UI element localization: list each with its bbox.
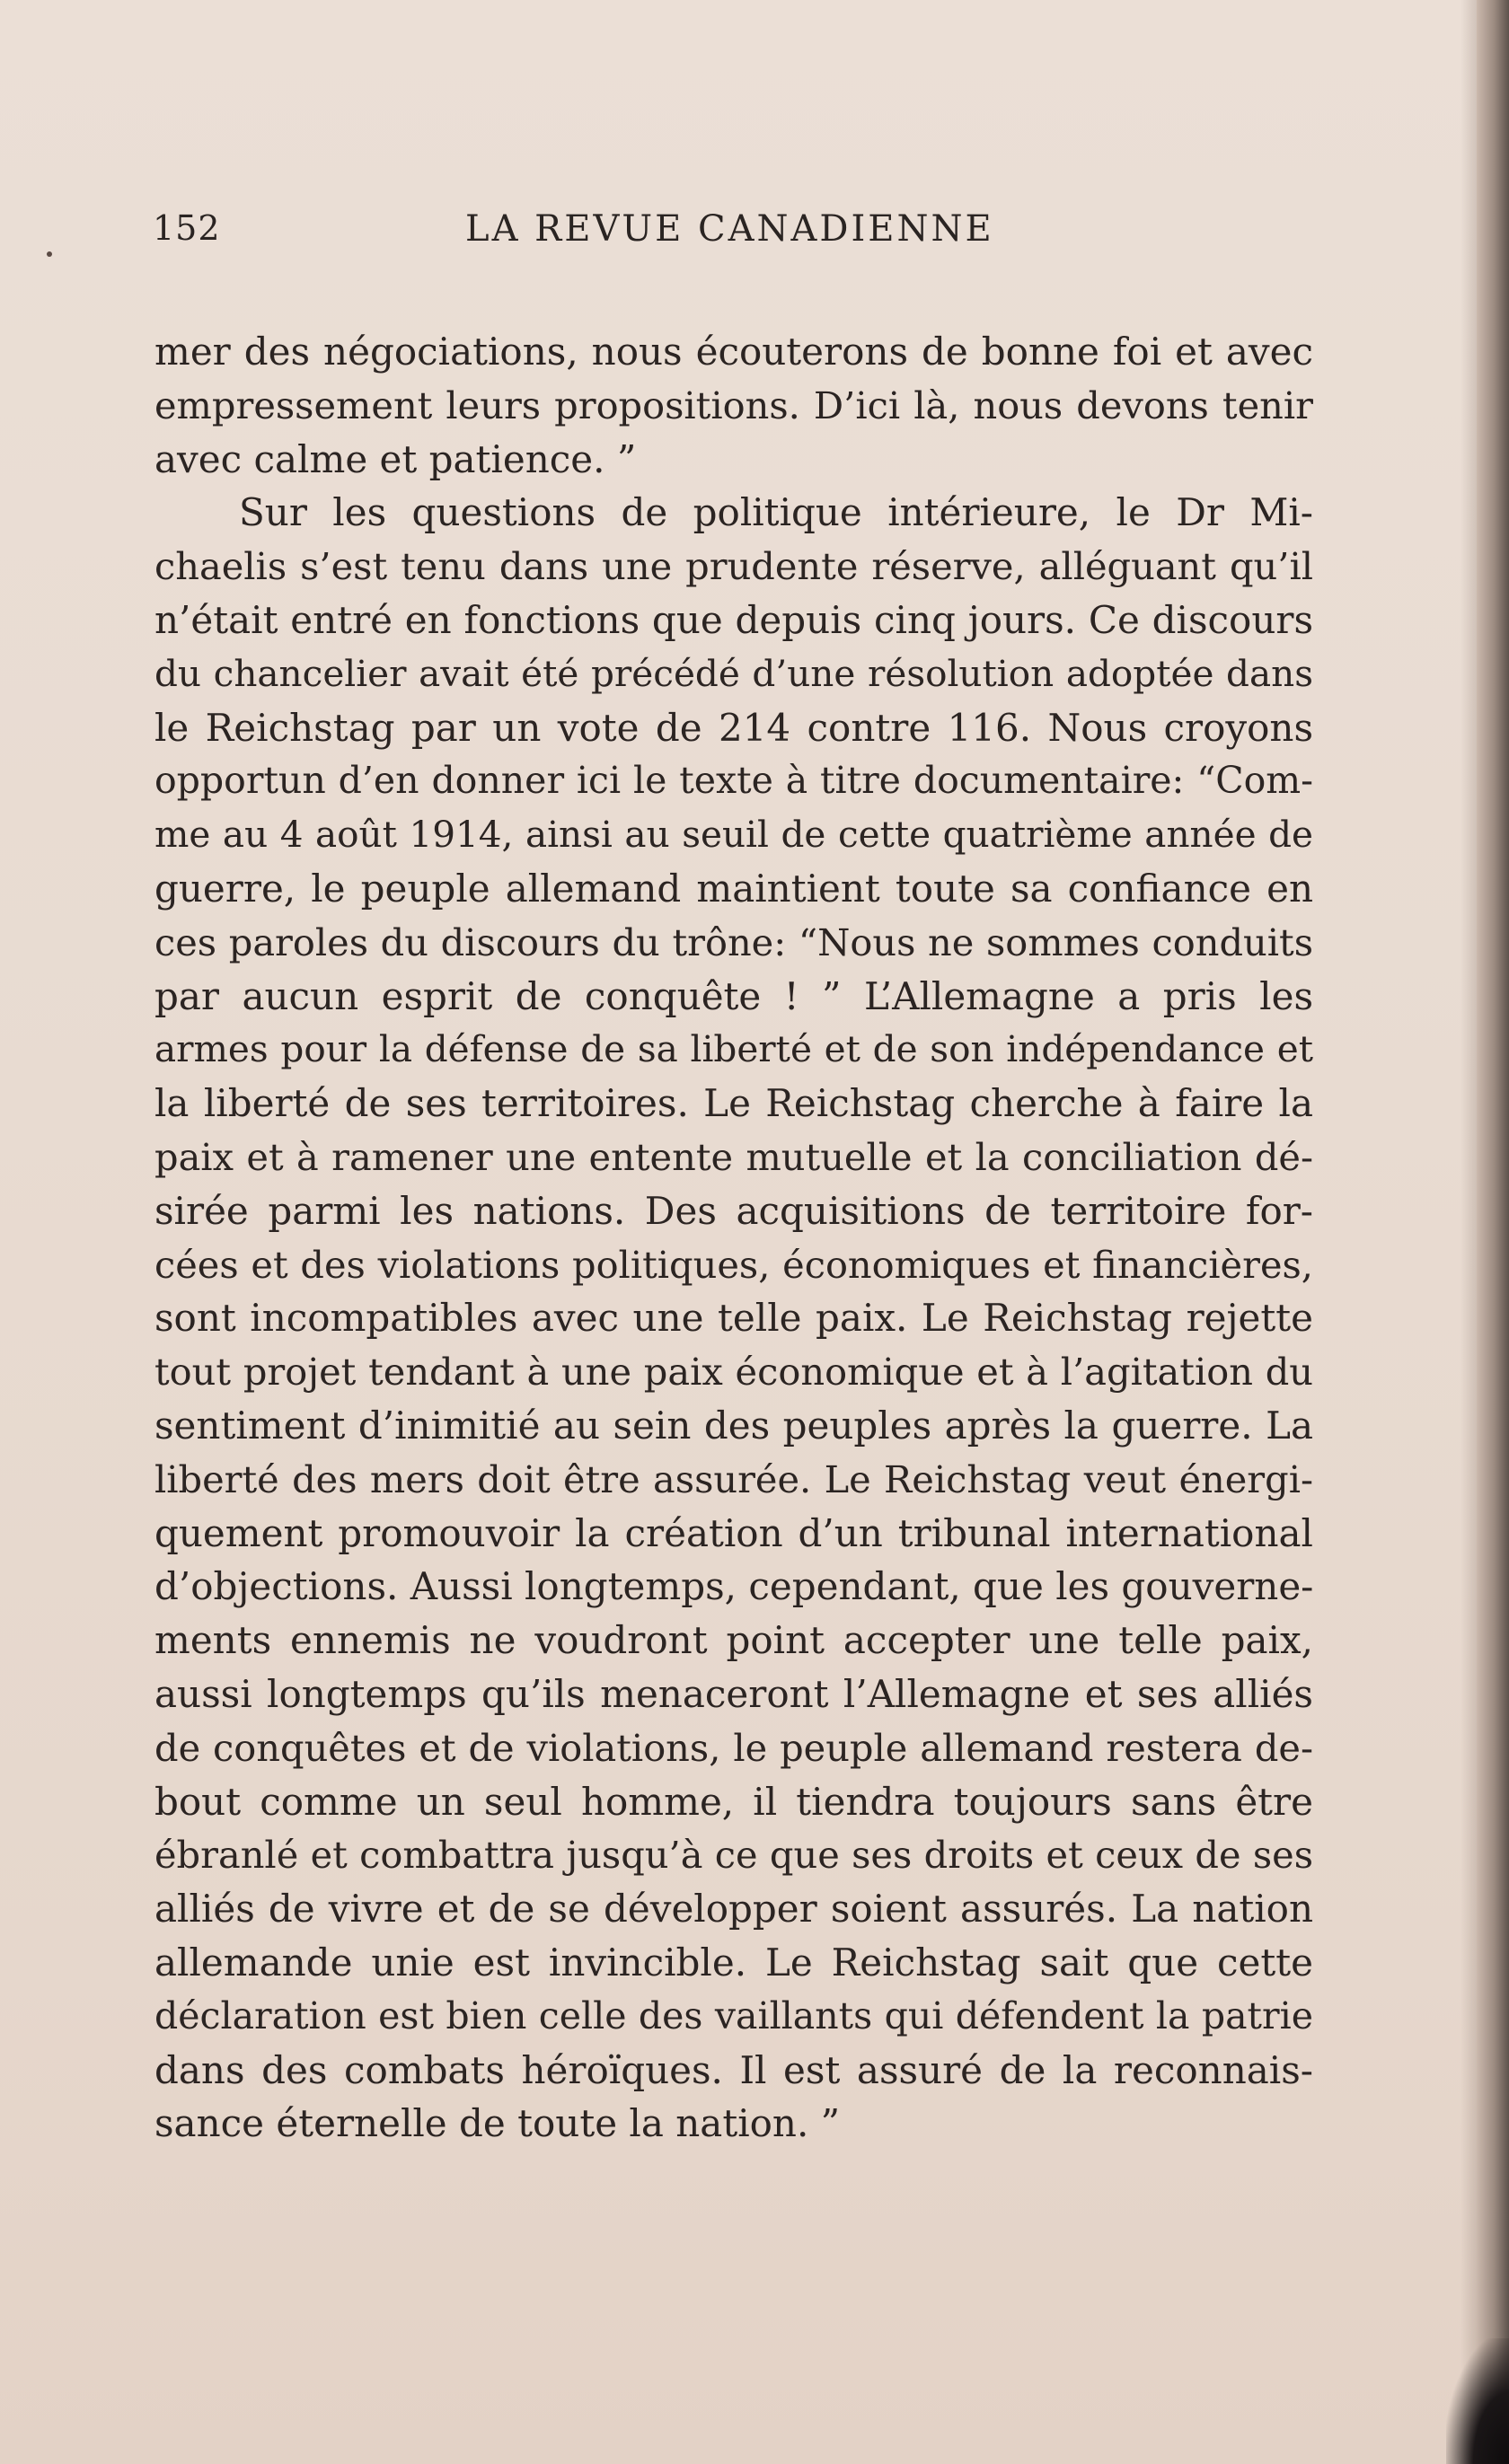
journal-title: LA REVUE CANADIENNE	[465, 208, 994, 250]
text-line: aussi longtemps qu’ils menaceront l’Allemagne et ses alliés	[154, 1671, 1313, 1716]
text-line: la liberté de ses territoires. Le Reichstag cherche à faire la	[154, 1081, 1313, 1126]
text-line: sentiment d’inimitié au sein des peuples après la guerre. La	[154, 1403, 1313, 1448]
page-edge	[1477, 0, 1509, 2464]
text-line: ébranlé et combattra jusqu’à ce que ses droits et ceux de ses	[154, 1833, 1313, 1878]
text-line: me au 4 août 1914, ainsi au seuil de cette quatrième année de	[154, 813, 1313, 857]
body-text	[154, 325, 1313, 2151]
text-line: ces paroles du discours du trône: “Nous ne sommes conduits	[154, 920, 1313, 964]
text-line: de conquêtes et de violations, le peuple allemand restera de-	[154, 1725, 1313, 1770]
text-line: bout comme un seul homme, il tiendra toujours sans être	[154, 1779, 1313, 1824]
text-line: quement promouvoir la création d’un tribunal international	[154, 1510, 1313, 1555]
text-line: chaelis s’est tenu dans une prudente réserve, alléguant qu’il	[154, 544, 1313, 589]
page-number: 152	[153, 208, 221, 248]
text-line: paix et à ramener une entente mutuelle et la conciliation dé-	[154, 1134, 1313, 1179]
text-line: déclaration est bien celle des vaillants qui défendent la patrie	[154, 1993, 1313, 2037]
text-line: n’était entré en fonctions que depuis cinq jours. Ce discours	[154, 597, 1313, 642]
text-line: guerre, le peuple allemand maintient toute sa confiance en	[154, 866, 1313, 911]
text-line: liberté des mers doit être assurée. Le Reichstag veut énergi-	[154, 1456, 1313, 1501]
text-line: avec calme et patience. ”	[154, 436, 637, 481]
text-line: sont incompatibles avec une telle paix. Le Reichstag rejette	[154, 1296, 1313, 1341]
text-line: par aucun esprit de conquête ! ” L’Allemagne a pris les	[154, 973, 1313, 1018]
text-line: ments ennemis ne voudront point accepter une telle paix,	[154, 1618, 1313, 1663]
text-line: dans des combats héroïques. Il est assuré de la reconnais-	[154, 2047, 1313, 2092]
text-line: empressement leurs propositions. D’ici là, nous devons tenir	[154, 383, 1313, 427]
text-line: tout projet tendant à une paix économique et à l’agitation du	[154, 1350, 1313, 1395]
page-gutter-shadow	[1460, 0, 1477, 2464]
text-line: cées et des violations politiques, économiques et financières,	[154, 1242, 1313, 1287]
text-line: armes pour la défense de sa liberté et de son indépendance et	[154, 1027, 1313, 1071]
page-corner-shadow	[1446, 2338, 1509, 2464]
text-line: le Reichstag par un vote de 214 contre 116. Nous croyons	[154, 705, 1313, 750]
text-line: mer des négociations, nous écouterons de bonne foi et avec	[154, 330, 1313, 374]
text-line: d’objections. Aussi longtemps, cependant, que les gouverne-	[154, 1564, 1313, 1609]
text-line: sance éternelle de toute la nation. ”	[154, 2101, 841, 2146]
ink-speck	[47, 251, 52, 257]
running-head	[153, 208, 994, 262]
text-line: allemande unie est invincible. Le Reichstag sait que cette	[154, 1940, 1313, 1984]
text-line: sirée parmi les nations. Des acquisitions de territoire for-	[154, 1188, 1313, 1233]
text-line: opportun d’en donner ici le texte à titre documentaire: “Com-	[154, 759, 1313, 803]
text-line: alliés de vivre et de se développer soient assurés. La nation	[154, 1887, 1313, 1932]
paragraph-start-line: Sur les questions de politique intérieure, le Dr Mi-	[239, 490, 1313, 535]
text-line: du chancelier avait été précédé d’une résolution adoptée dans	[154, 651, 1313, 695]
